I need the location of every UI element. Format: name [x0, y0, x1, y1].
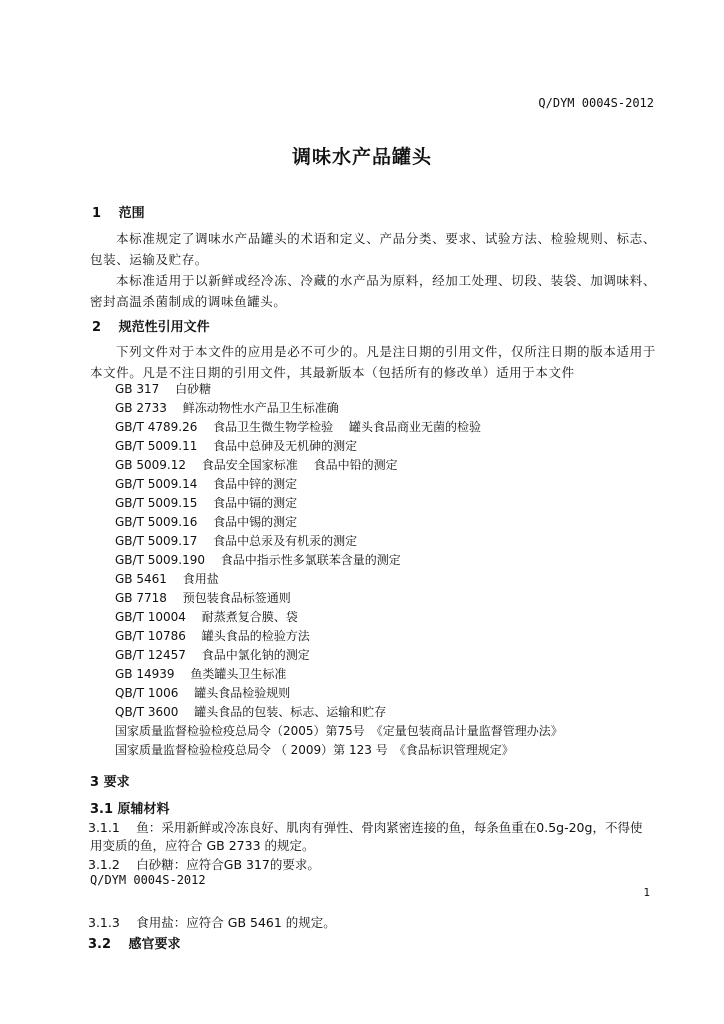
reference-item: GB/T 12457 食品中氯化钠的测定: [115, 648, 310, 662]
reference-item: GB/T 5009.11 食品中总砷及无机砷的测定: [115, 439, 358, 453]
reference-item: GB/T 5009.15 食品中镉的测定: [115, 496, 298, 510]
page-number: 1: [643, 886, 650, 899]
reference-item: GB 317 白砂糖: [115, 382, 212, 396]
reference-item: GB/T 4789.26 食品卫生微生物学检验 罐头食品商业无菌的检验: [115, 420, 481, 434]
reference-item: GB 2733 鲜冻动物性水产品卫生标准确: [115, 401, 339, 415]
reference-item: GB 7718 预包装食品标签通则: [115, 591, 291, 605]
header-standard-code: Q/DYM 0004S-2012: [538, 96, 654, 110]
reference-item: 国家质量监督检验检疫总局令 （ 2009）第 123 号 《食品标识管理规定》: [115, 743, 514, 757]
reference-item: GB 14939 鱼类罐头卫生标准: [115, 667, 287, 681]
section-1-heading: 1 范围: [92, 206, 145, 221]
reference-item: GB/T 5009.16 食品中锡的测定: [115, 515, 298, 529]
reference-item: GB/T 5009.190 食品中指示性多氯联苯含量的测定: [115, 553, 401, 567]
section-3-heading: 3 要求: [90, 775, 130, 790]
requirement-3-1-2: 3.1.2 白砂糖：应符合GB 317的要求。: [88, 857, 320, 872]
section-1-paragraph-1: 本标准规定了调味水产品罐头的术语和定义、产品分类、要求、试验方法、检验规则、标志、包装、运输及贮存。: [90, 231, 656, 267]
reference-item: GB 5009.12 食品安全国家标准 食品中铅的测定: [115, 458, 398, 472]
reference-item: GB/T 10004 耐蒸煮复合膜、袋: [115, 610, 298, 624]
section-1-paragraph-2: 本标准适用于以新鲜或经冷冻、冷藏的水产品为原料，经加工处理、切段、装袋、加调味料、密封高温杀菌制成的调味鱼罐头。: [90, 273, 656, 309]
section-2-intro: 下列文件对于本文件的应用是必不可少的。凡是注日期的引用文件，仅所注日期的版本适用于本文件。凡是不注日期的引用文件，其最新版本（包括所有的修改单）适用于本文件: [90, 344, 656, 380]
footer-standard-code: Q/DYM 0004S-2012: [90, 873, 206, 887]
reference-item: QB/T 3600 罐头食品的包装、标志、运输和贮存: [115, 705, 387, 719]
reference-item: GB/T 5009.14 食品中锌的测定: [115, 477, 298, 491]
section-3-2-heading: 3.2 感官要求: [88, 937, 181, 952]
requirement-3-1-1-continued: 用变质的鱼，应符合 GB 2733 的规定。: [90, 838, 315, 853]
reference-item: 国家质量监督检验检疫总局令（2005）第75号 《定量包装商品计量监督管理办法》: [115, 724, 563, 738]
requirement-3-1-3: 3.1.3 食用盐：应符合 GB 5461 的规定。: [88, 915, 336, 930]
reference-item: GB/T 5009.17 食品中总汞及有机汞的测定: [115, 534, 358, 548]
reference-item: GB 5461 食用盐: [115, 572, 219, 586]
requirement-3-1-1: 3.1.1 鱼：采用新鲜或冷冻良好、肌肉有弹性、骨肉紧密连接的鱼，每条鱼重在0.5g-20g，不得使: [88, 820, 643, 835]
reference-item: QB/T 1006 罐头食品检验规则: [115, 686, 291, 700]
document-title: 调味水产品罐头: [291, 146, 432, 168]
section-2-heading: 2 规范性引用文件: [92, 320, 210, 335]
section-3-1-heading: 3.1 原辅材料: [90, 802, 170, 817]
reference-item: GB/T 10786 罐头食品的检验方法: [115, 629, 310, 643]
